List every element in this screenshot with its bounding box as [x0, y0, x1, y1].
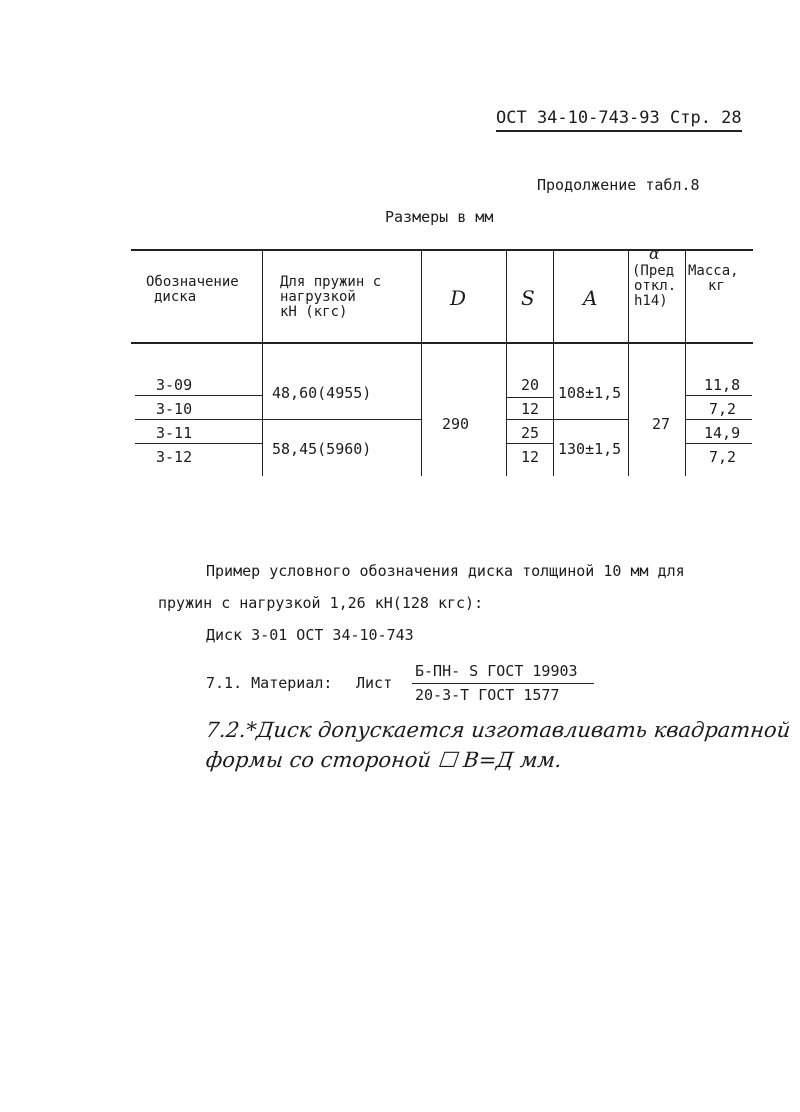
row-A: 130±1,5 [558, 440, 622, 458]
header-A: A [583, 286, 598, 310]
row-mass: 7,2 [709, 448, 737, 466]
col-sep-5 [628, 251, 629, 476]
header-load-3: кН (кгс) [280, 304, 348, 320]
material-denominator: 20-3-Т ГОСТ 1577 [415, 686, 560, 704]
header-designation-2: диска [154, 289, 197, 305]
row-mass: 11,8 [704, 376, 741, 394]
material-sheet: Лист [356, 674, 393, 692]
example-designation: Диск 3-01 ОСТ 34-10-743 [206, 626, 414, 644]
row-load: 58,45(5960) [272, 440, 372, 458]
example-line-1: Пример условного обозначения диска толщиной 10 мм для [206, 562, 685, 580]
table-continuation-caption: Продолжение табл.8 [537, 176, 700, 194]
document-reference: ОСТ 34-10-743-93 Стр. 28 [496, 108, 742, 132]
header-bottom-border [131, 342, 753, 344]
header-D: D [450, 286, 467, 310]
header-load-1: Для пружин с [280, 274, 382, 290]
mass-line-2 [685, 419, 752, 420]
mass-line-3 [685, 443, 752, 444]
material-fraction-line [412, 683, 594, 684]
col-sep-1 [262, 251, 263, 476]
row-S: 25 [521, 424, 540, 442]
row-line-3a [135, 443, 262, 444]
s-line-3 [506, 443, 553, 444]
row-designation: 3-11 [156, 424, 193, 442]
material-label: 7.1. Материал: [206, 674, 333, 692]
row-D-value: 290 [442, 415, 470, 433]
col-sep-4 [553, 251, 554, 476]
row-designation: 3-10 [156, 400, 193, 418]
header-alpha-3: h14) [634, 293, 668, 309]
row-S: 12 [521, 448, 540, 466]
note-line-1: 7.2.*Диск допускается изготавливать квадратной [204, 718, 792, 742]
s-line-2 [506, 419, 628, 420]
row-designation: 3-12 [156, 448, 193, 466]
row-S: 12 [521, 400, 540, 418]
row-mass: 14,9 [704, 424, 741, 442]
row-alpha-value: 27 [652, 415, 671, 433]
header-S: S [521, 286, 535, 310]
header-alpha-2: откл. [634, 278, 677, 294]
header-load-2: нагрузкой [280, 289, 356, 305]
units-caption: Размеры в мм [385, 208, 494, 226]
col-sep-2 [421, 251, 422, 476]
row-line-1a [135, 395, 262, 396]
header-alpha-1: (Пред [632, 263, 675, 279]
s-line-1 [506, 397, 553, 398]
row-line-2 [135, 419, 421, 420]
row-load: 48,60(4955) [272, 384, 372, 402]
row-A: 108±1,5 [558, 384, 622, 402]
header-mass-2: кг [708, 278, 725, 294]
note-line-2: формы со стороной ☐ В=Д мм. [204, 748, 563, 772]
row-S: 20 [521, 376, 540, 394]
header-mass-1: Масса, [688, 263, 739, 279]
mass-line-1 [685, 395, 752, 396]
row-designation: 3-09 [156, 376, 193, 394]
material-numerator: Б-ПН- S ГОСТ 19903 [415, 662, 578, 680]
header-designation-1: Обозначение [146, 274, 239, 290]
row-mass: 7,2 [709, 400, 737, 418]
header-alpha-symbol: α [649, 244, 660, 263]
example-line-2: пружин с нагрузкой 1,26 кН(128 кгс): [158, 594, 484, 612]
